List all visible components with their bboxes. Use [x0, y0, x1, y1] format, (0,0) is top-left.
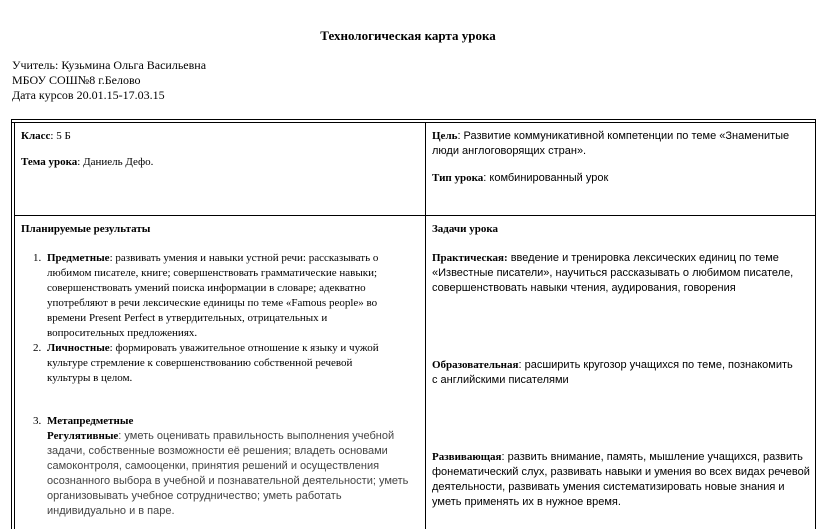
- practical-label: Практическая:: [432, 252, 508, 264]
- personal-text: культуры в целом.: [47, 372, 133, 384]
- topic-label: Тема урока: [21, 156, 78, 168]
- document-title: Технологическая карта урока: [320, 28, 496, 43]
- personal-label: Личностные: [47, 342, 110, 354]
- subject-text: вопросительных предложениях.: [47, 327, 198, 339]
- lesson-tasks-heading: Задачи урока: [432, 223, 499, 235]
- subject-text: : развивать умения и навыки устной речи: рассказывать о: [109, 252, 379, 264]
- list-item-number: 2.: [33, 342, 42, 354]
- subject-label: Предметные: [47, 252, 110, 264]
- subject-text: времени Present Perfect в утвердительных, отрицательных и: [47, 312, 328, 324]
- regulatory-text: : уметь оценивать правильность выполнения учебной: [118, 430, 395, 442]
- goal-line: [432, 129, 812, 144]
- practical-text: «Известные писатели», научиться рассказывать о любимом писателе,: [432, 267, 794, 279]
- list-item: [21, 341, 421, 386]
- goal-value-1: : Развитие коммуникативной компетенции по теме «Знаменитые: [457, 130, 790, 142]
- topic-line: [21, 155, 416, 170]
- cell-goal-type: [432, 129, 812, 186]
- developing-text: : развить внимание, память, мышление учащихся, развить: [501, 451, 803, 463]
- topic-value: : Даниель Дефо.: [77, 156, 154, 168]
- personal-text: культуре стремление к совершенствованию собственной речевой: [47, 357, 353, 369]
- regulatory-text: индивидуально и в паре.: [47, 505, 175, 517]
- teacher-line: Учитель: Кузьмина Ольга Васильевна: [12, 58, 207, 72]
- lesson-type-label: Тип урока: [432, 172, 484, 184]
- regulatory-text: задачи, собственные возможности её решения; владеть основами: [47, 445, 388, 457]
- table-border-top: [11, 119, 816, 120]
- regulatory-text: самоконтроля, самооценки, принятия решений и осуществления: [47, 460, 380, 472]
- table-column-divider: [425, 122, 426, 529]
- subject-text: любимом писателе, книге; совершенствовать грамматические навыки;: [47, 267, 378, 279]
- class-line: [21, 129, 416, 144]
- metasubject-label: Метапредметные: [47, 415, 134, 427]
- developing-text: фонематический слух, развивать навыки и умения во всех видах речевой: [432, 466, 810, 478]
- list-item: [21, 414, 421, 519]
- goal-label: Цель: [432, 130, 458, 142]
- practical-text: введение и тренировка лексических единиц по теме: [507, 252, 779, 264]
- cell-class-topic: [21, 129, 416, 170]
- educational-text: : расширить кругозор учащихся по теме, познакомить: [518, 359, 793, 371]
- subject-text: совершенствовать умений поиска информации в словаре; адекватно: [47, 282, 366, 294]
- list-item: [21, 251, 421, 341]
- goal-value-2: люди англоговорящих стран».: [432, 145, 587, 157]
- subject-text: употребляют в речи лексические единицы по теме «Famous people» во: [47, 297, 378, 309]
- table-row-divider: [14, 215, 816, 216]
- developing-text: уметь применять их в нужное время.: [432, 496, 621, 508]
- list-item-number: 1.: [33, 252, 42, 264]
- document-meta: [12, 58, 206, 103]
- cell-lesson-tasks: [432, 222, 812, 510]
- table-border-top-inner: [11, 122, 816, 123]
- regulatory-label: Регулятивные: [47, 430, 119, 442]
- course-dates-line: Дата курсов 20.01.15-17.03.15: [12, 88, 165, 102]
- lesson-type-value: : комбинированный урок: [483, 172, 609, 184]
- lesson-type-line: [432, 171, 812, 186]
- personal-text: : формировать уважительное отношение к языку и чужой: [109, 342, 379, 354]
- class-label: Класс: [21, 130, 51, 142]
- regulatory-text: осознанного выбора в учебной и познавательной деятельности; уметь: [47, 475, 409, 487]
- planned-results-heading: Планируемые результаты: [21, 223, 151, 235]
- educational-text: с английскими писателями: [432, 374, 569, 386]
- school-line: МБОУ СОШ№8 г.Белово: [12, 73, 141, 87]
- practical-text: совершенствовать навыки чтения, аудирования, говорения: [432, 282, 736, 294]
- developing-label: Развивающая: [432, 451, 502, 463]
- table-border-left-inner: [14, 122, 15, 529]
- regulatory-text: организовывать учебное сотрудничество; уметь работать: [47, 490, 342, 502]
- cell-planned-results: [21, 222, 421, 519]
- educational-label: Образовательная: [432, 359, 519, 371]
- developing-text: деятельности, развивать умения систематизировать новые знания и: [432, 481, 785, 493]
- list-item-number: 3.: [33, 415, 42, 427]
- results-list: [21, 251, 421, 519]
- class-value: : 5 Б: [50, 130, 71, 142]
- table-border-left: [11, 119, 12, 529]
- lesson-table: [11, 119, 816, 529]
